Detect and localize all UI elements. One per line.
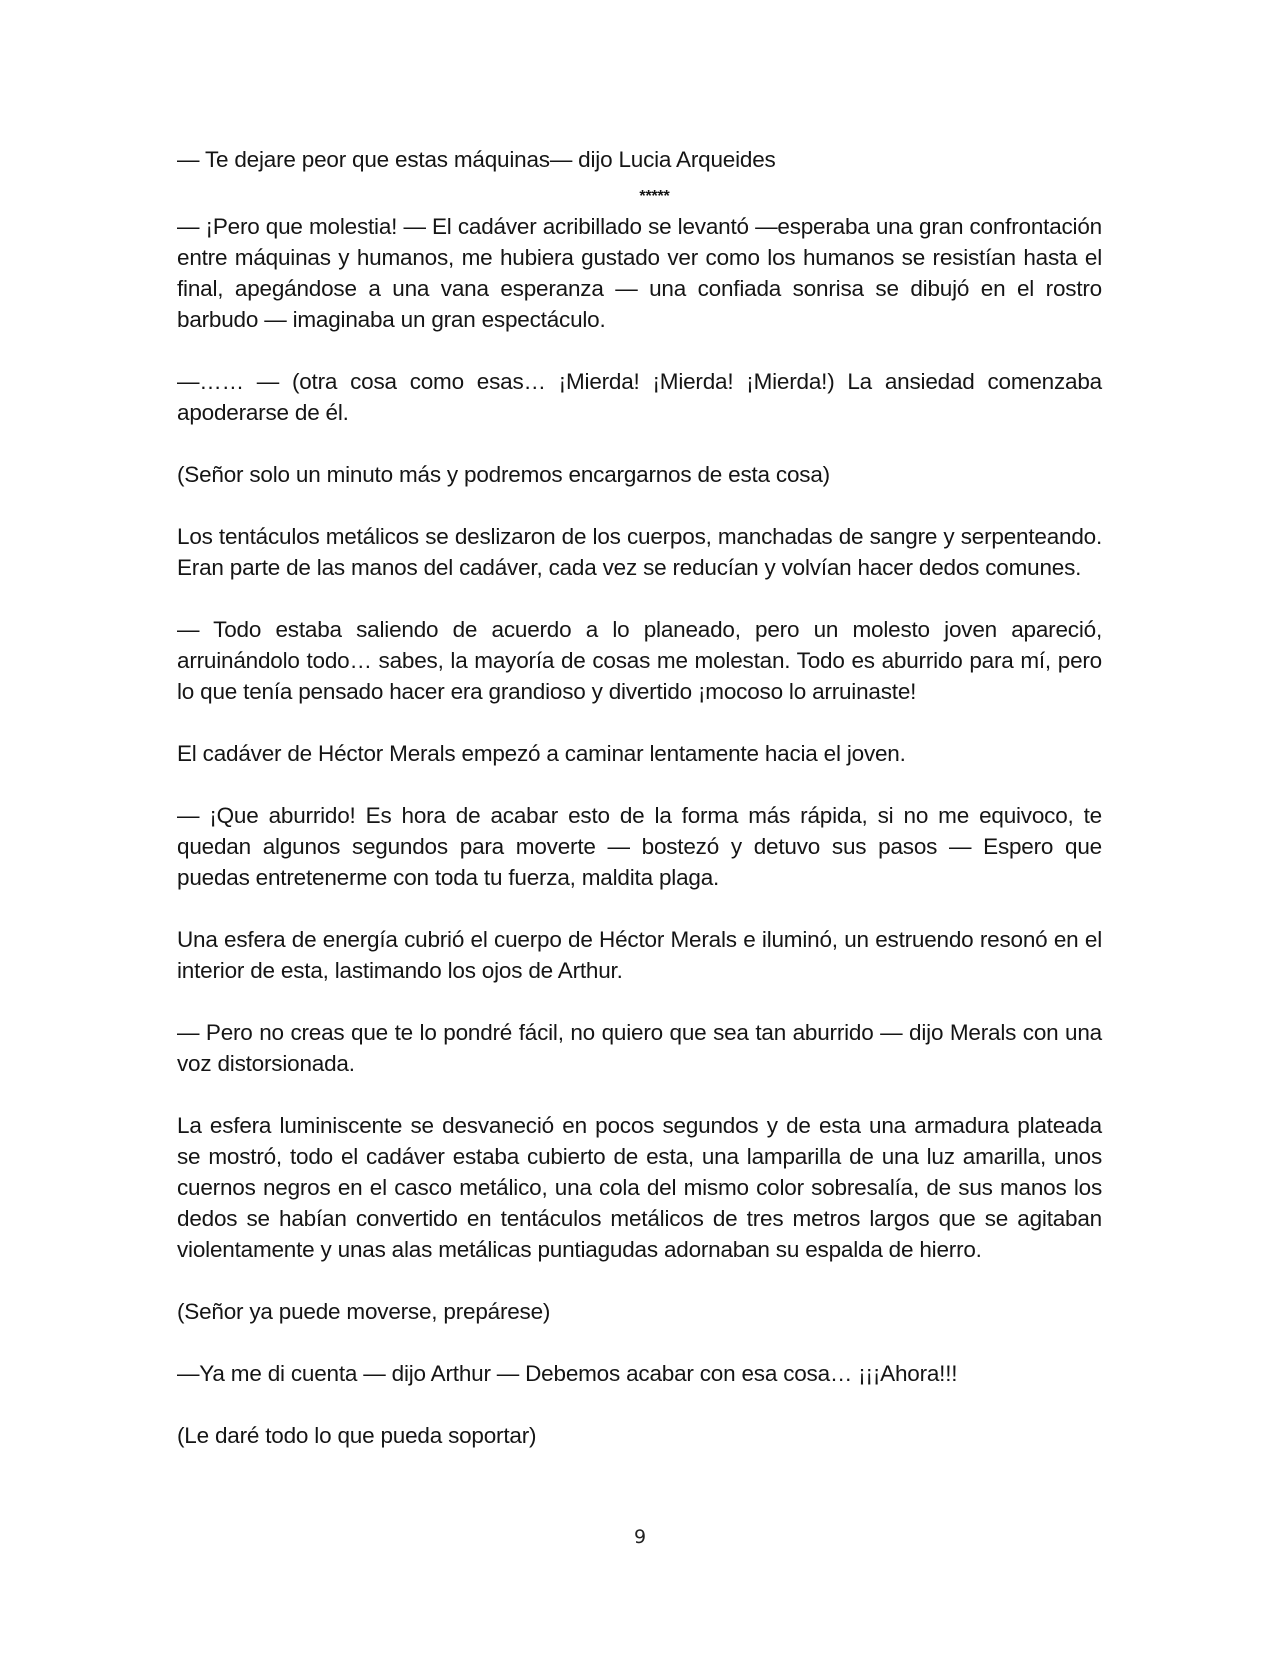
body-text	[177, 144, 1102, 1482]
paragraph: —Ya me di cuenta — dijo Arthur — Debemos acabar con esa cosa… ¡¡¡Ahora!!!	[177, 1361, 958, 1386]
paragraph: El cadáver de Héctor Merals empezó a caminar lentamente hacia el joven.	[177, 741, 906, 766]
paragraph: (Señor solo un minuto más y podremos encargarnos de esta cosa)	[177, 462, 830, 487]
paragraph: — Te dejare peor que estas máquinas— dijo Lucia Arqueides	[177, 147, 776, 172]
paragraph: Los tentáculos metálicos se deslizaron de los cuerpos, manchadas de sangre y serpenteando. Eran parte de las manos del cadáver, cada vez se reducían y volvían hacer dedos comunes.	[177, 524, 1102, 580]
paragraph: Una esfera de energía cubrió el cuerpo de Héctor Merals e iluminó, un estruendo resonó en el interior de esta, lastimando los ojos de Arthur.	[177, 927, 1102, 983]
page-number: 9	[633, 1526, 647, 1548]
paragraph: — Pero no creas que te lo pondré fácil, no quiero que sea tan aburrido — dijo Merals con una voz distorsionada.	[177, 1020, 1102, 1076]
paragraph: — Todo estaba saliendo de acuerdo a lo planeado, pero un molesto joven apareció, arruinándolo todo… sabes, la mayoría de cosas me molestan. Todo es aburrido para mí, pero lo que tenía pensado hacer era grandioso y divertido ¡mocoso lo arruinaste!	[177, 617, 1102, 704]
paragraph: (Le daré todo lo que pueda soportar)	[177, 1423, 537, 1448]
paragraph: —…… — (otra cosa como esas… ¡Mierda! ¡Mierda! ¡Mierda!) La ansiedad comenzaba apoderarse de él.	[177, 369, 1102, 425]
paragraph: — ¡Pero que molestia! — El cadáver acribillado se levantó —esperaba una gran confrontación entre máquinas y humanos, me hubiera gustado ver como los humanos se resistían hasta el final, apegándose a una vana esperanza — una confiada sonrisa se dibujó en el rostro barbudo — imaginaba un gran espectáculo.	[177, 214, 1102, 332]
section-separator: *****	[639, 188, 670, 205]
paragraph: — ¡Que aburrido! Es hora de acabar esto de la forma más rápida, si no me equivoco, te quedan algunos segundos para moverte — bostezó y detuvo sus pasos — Espero que puedas entretenerme con toda tu fuerza, maldita plaga.	[177, 803, 1102, 890]
paragraph: (Señor ya puede moverse, prepárese)	[177, 1299, 551, 1324]
paragraph: La esfera luminiscente se desvaneció en pocos segundos y de esta una armadura plateada se mostró, todo el cadáver estaba cubierto de esta, una lamparilla de una luz amarilla, unos cuernos negros en el casco metálico, una cola del mismo color sobresalía, de sus manos los dedos se habían convertido en tentáculos metálicos de tres metros largos que se agitaban violentamente y unas alas metálicas puntiagudas adornaban su espalda de hierro.	[177, 1113, 1102, 1262]
